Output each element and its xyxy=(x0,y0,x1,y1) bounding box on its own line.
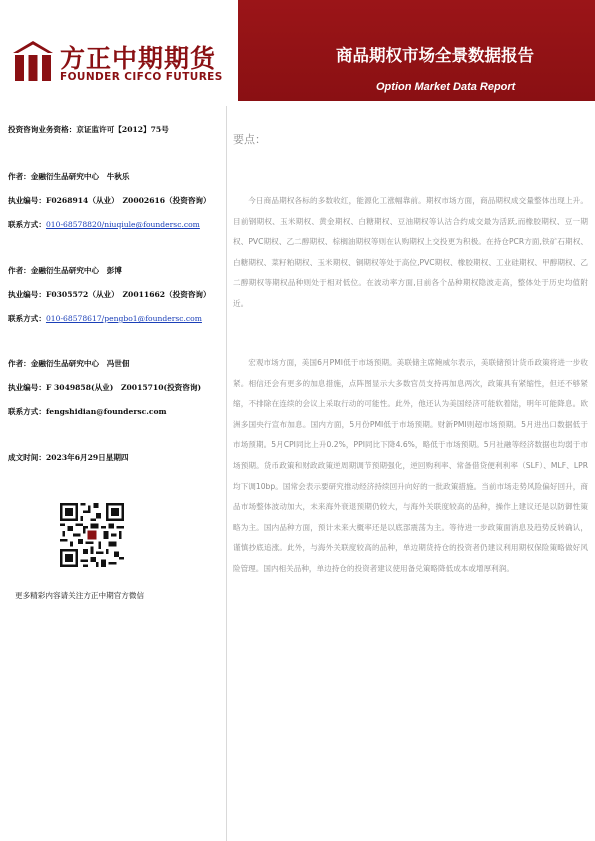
key-points-heading: 要点： xyxy=(233,133,266,146)
wechat-qr-code xyxy=(60,503,124,567)
author-contact xyxy=(8,219,200,230)
qr-caption: 更多精彩内容请关注方正中期官方微信 xyxy=(15,591,145,600)
contact-email: fengshidian@foundersc.com xyxy=(45,407,167,416)
contact-label: 联系方式： xyxy=(8,220,46,229)
logo-area xyxy=(0,0,238,101)
author-name: 作者：金融衍生品研究中心 牛秋乐 xyxy=(8,172,130,181)
macro-summary-paragraph: 宏观市场方面，美国6月PMI低于市场预期。美联储主席鲍威尔表示，美联储预计货币政策将进一步收紧。相信还会有更多的加息措施，点阵图显示大多数官员支持再加息两次，政策具有紧缩性，但还不够紧缩，不排除在连续的会议上采取行动的可能性。此外，他还认为美国经济可能软着陆，明年可能降息。欧洲多国央行宣布加息。国内方面，5月份PMI低于市场预期。财新PMI则超市场预期。5月进出口数据低于市场预期。5月CPI同比上升0.2%，PPI同比下降4.6%，略低于市场预期。5月社融等经济数据也均弱于市场预期。货币政策和财政政策逆周期调节预期强化，逆回购利率、常备借贷便利利率（SLF）、MLF、LPR均下调10bp。国常会表示要研究推动经济持续回升向好的一批政策措施。当前市场走势风险偏好回升，商品市场整体波动加大，未来海外衰退预期仍较大，与海外关联度较高的品种，操作上建议还是以防御性策略为主。国内品种方面，预计未来大概率还是以底部震荡为主。等待进一步政策面消息及趋势反转确认，谨慎抄底追涨。此外，与海外关联度较高的品种，单边期货持仓的投资者仍建议利用期权保险策略做好风险管理。国内相关品种，单边持仓的投资者建议使用备兑策略降低成本或增厚利润。 xyxy=(233,358,588,573)
author-contact xyxy=(8,406,167,417)
options-summary-paragraph: 今日商品期权各标的多数收红，能源化工涨幅靠前。期权市场方面，商品期权成交量整体出现上升。目前钢期权、玉米期权、黄金期权、白糖期权、豆油期权等认沽合约成交最为活跃,而橡胶期权、豆一期权、PVC期权、乙二醇期权、棕榈油期权等则在认购期权上交投更为积极。在持仓PCR方面,铁矿石期权、白糖期权、菜籽粕期权、玉米期权、铜期权等处于高位,PVC期权、橡胶期权、工业硅期权、甲醇期权、乙二醇期权等期权品种则处于相对低位。在波动率方面,目前各个品种期权隐波走高，整体处于历史均值附近。 xyxy=(233,196,588,308)
author-name: 作者：金融衍生品研究中心 彭博 xyxy=(8,266,122,275)
contact-label: 联系方式： xyxy=(8,314,46,323)
report-title-english: Option Market Data Report xyxy=(376,81,516,93)
author-cert: 执业编号：F 3049858(从业) Z0015710(投资咨询) xyxy=(8,383,202,392)
publish-date: 成文时间：2023年6月29日星期四 xyxy=(8,453,129,462)
contact-label: 联系方式： xyxy=(8,407,46,416)
report-title: 商品期权市场全景数据报告 xyxy=(336,46,534,65)
author-cert: 执业编号：F0305572（从业） Z0011662（投资咨询） xyxy=(8,290,211,299)
contact-email-link[interactable]: 010-68578820/niuqiule@foundersc.com xyxy=(45,220,200,229)
license-info: 投资咨询业务资格：京证监许可【2012】75号 xyxy=(8,125,169,134)
logo-chinese-name: 方正中期期货 xyxy=(60,44,217,73)
column-divider xyxy=(226,106,227,841)
author-cert: 执业编号：F0268914（从业） Z0002616（投资咨询） xyxy=(8,196,211,205)
founder-logo-icon xyxy=(12,40,54,82)
logo-english-name: FOUNDER CIFCO FUTURES xyxy=(60,71,223,83)
author-contact xyxy=(8,313,202,324)
header-banner xyxy=(0,0,595,101)
author-name: 作者：金融衍生品研究中心 冯世佃 xyxy=(8,359,130,368)
contact-email-link[interactable]: 010-68578617/pengbo1@foundersc.com xyxy=(45,314,202,323)
